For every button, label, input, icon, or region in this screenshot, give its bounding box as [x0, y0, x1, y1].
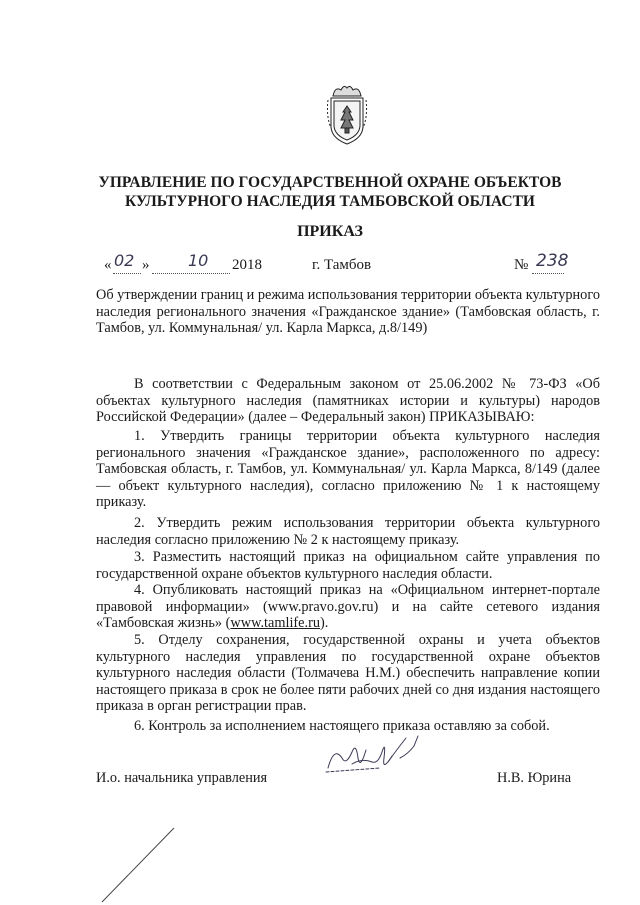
date-quote-close: »	[142, 257, 150, 273]
tambov-coat-of-arms-icon	[325, 82, 369, 146]
authority-name-line2: КУЛЬТУРНОГО НАСЛЕДИЯ ТАМБОВСКОЙ ОБЛАСТИ	[125, 193, 535, 210]
document-subject: Об утверждении границ и режима использования территории объекта культурного наследия регионального значения «Гражданское здание» (Тамбовская область, г. Тамбов, ул. Коммунальная/ ул. Карла Маркса, д.8/149)	[96, 287, 600, 336]
order-item-5: 5. Отделу сохранения, государственной охраны и учета объектов культурного наследия управления по государственной охране объектов культурного наследия области (Толмачева Н.М.) обеспечить направление копии настоящего приказа в срок не более пяти рабочих дней со дня издания настоящего приказа в орган регистрации прав.	[96, 632, 600, 715]
order-item-4-end: ).	[320, 615, 329, 632]
date-year: 2018	[232, 257, 262, 273]
date-number-line	[104, 251, 569, 281]
order-item-1: 1. Утвердить границы территории объекта культурного наследия регионального значения «Гражданское здание», расположенного по адресу: Тамбовская область, г. Тамбов, ул. Коммунальная/ ул. Карла Маркса, 8/149 (далее — объект культурного наследия), согласно приложению № 1 к настоящему приказу.	[96, 428, 600, 511]
order-item-4	[96, 582, 600, 632]
authority-name-line1: УПРАВЛЕНИЕ ПО ГОСУДАРСТВЕННОЙ ОХРАНЕ ОБЪЕКТОВ	[98, 174, 562, 191]
date-month: 10	[188, 251, 209, 270]
order-item-4-text: 4. Опубликовать настоящий приказ на «Официальном интернет-портале правовой информации» (www.pravo.gov.ru) и на сайте сетевого издания «Тамбовская жизнь» (	[96, 582, 600, 632]
order-item-3: 3. Разместить настоящий приказ на официальном сайте управления по государственной охране объектов культурного наследия области.	[96, 549, 600, 582]
order-item-6: 6. Контроль за исполнением настоящего приказа оставляю за собой.	[134, 718, 550, 734]
date-day: 02	[114, 251, 135, 270]
handwritten-signature-icon	[322, 728, 432, 790]
document-number-label: №	[514, 257, 529, 273]
order-item-2: 2. Утвердить режим использования территории объекта культурного наследия согласно приложению № 2 к настоящему приказу.	[96, 515, 600, 548]
document-type-title: ПРИКАЗ	[297, 223, 363, 240]
signer-name: Н.В. Юрина	[497, 770, 572, 786]
date-quote-open: «	[104, 257, 112, 273]
tamlife-link[interactable]: www.tamlife.ru	[230, 615, 321, 632]
document-city: г. Тамбов	[312, 257, 372, 273]
signer-position: И.о. начальника управления	[96, 770, 268, 786]
blank-space-slash	[96, 826, 176, 904]
document-number: 238	[536, 251, 569, 271]
preamble-paragraph: В соответствии с Федеральным законом от 25.06.2002 № 73-ФЗ «Об объектах культурного наследия (памятниках истории и культуры) народов Российской Федерации» (далее – Федеральный закон) ПРИКАЗЫВАЮ:	[96, 376, 600, 426]
